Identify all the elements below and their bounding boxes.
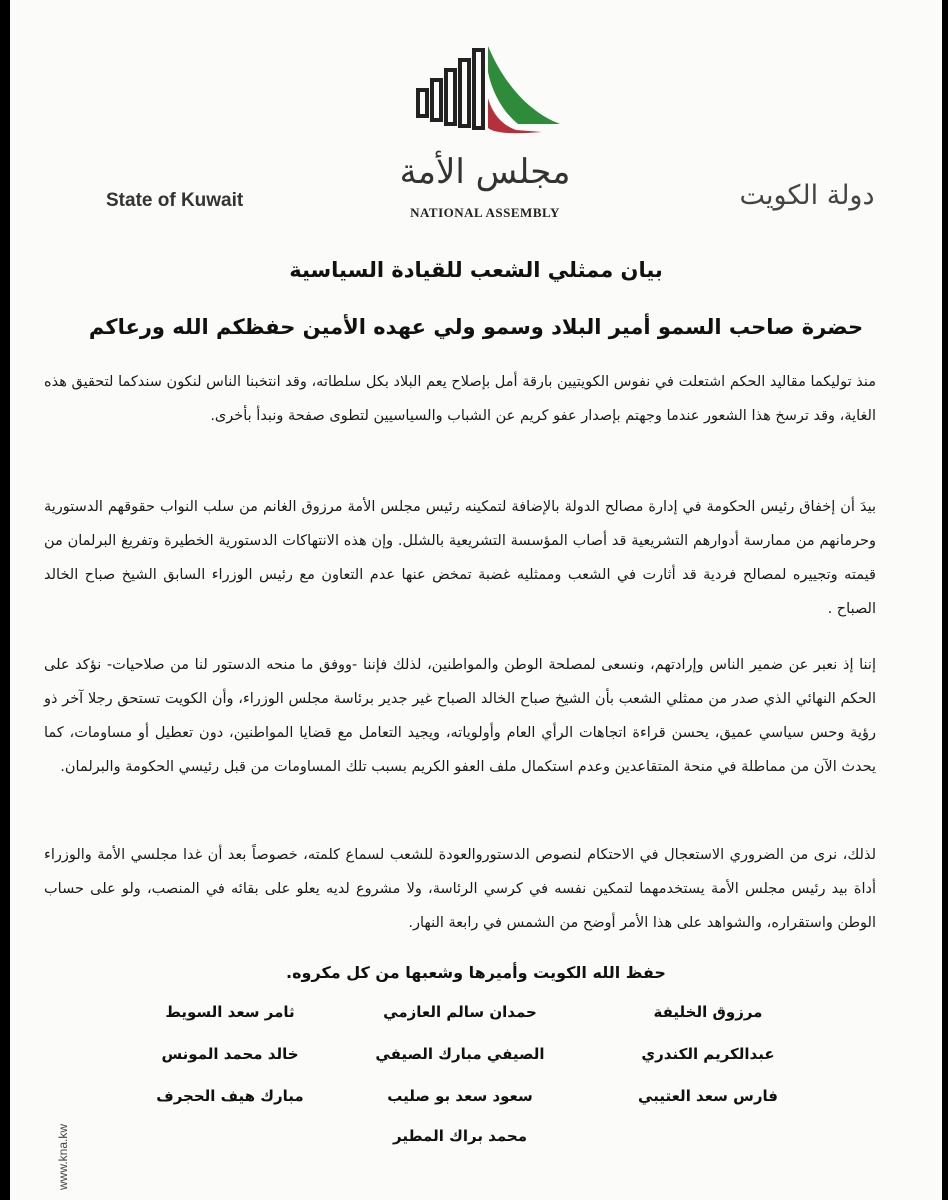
statement-title: بيان ممثلي الشعب للقيادة السياسية: [289, 258, 663, 282]
logo-pillar: [460, 60, 469, 126]
kna-watermark: www.kna.kw: [56, 1123, 70, 1190]
signatory-name: محمد براك المطير: [392, 1127, 527, 1145]
state-of-kuwait-en: State of Kuwait: [106, 190, 244, 211]
national-assembly-logo: [408, 42, 568, 152]
signatory-name: حمدان سالم العازمي: [383, 1003, 537, 1021]
document-page: [10, 0, 942, 1200]
paragraph: لذلك، نرى من الضروري الاستعجال في الاحتكام لنصوص الدستوروالعودة للشعب لسماع كلمته، خصوصاً بعد أن غدا مجلسي الأمة والوزراء أداة بيد رئيس مجلس الأمة يستخدمهما لتمكين نفسه في كرسي الرئاسة، ولا مشروع لديه يعلو على بقائه في المنصب، ولو على حساب الوطن واستقراره، والشواهد على هذا الأمر أوضح من الشمس في رابعة النهار.: [44, 847, 876, 931]
logo-pillar: [432, 80, 441, 120]
salutation: حضرة صاحب السمو أمير البلاد وسمو ولي عهده الأمين حفظكم الله ورعاكم: [88, 315, 864, 339]
assembly-english-name: NATIONAL ASSEMBLY: [410, 205, 560, 220]
signatory-name: سعود سعد بو صليب: [387, 1087, 533, 1105]
paragraph: إننا إذ نعبر عن ضمير الناس وإرادتهم، ونسعى لمصلحة الوطن والمواطنين، لذلك فإننا -ووفق ما منحه الدستور لنا من صلاحيات- نؤكد على الحكم النهائي الذي صدر من ممثلي الشعب بأن الشيخ صباح الخالد الصباح غير جدير برئاسة مجلس الوزراء، وأن الكويت تستحق رجلا آخر ذو رؤية وحس سياسي عميق، يحسن قراءة اتجاهات الرأي العام وأولوياته، ويجيد التعامل مع قضايا المواطنين، دون تعطيل أو مساومات، كما يحدث الآن من مماطلة في منحة المتقاعدين وعدم استكمال ملف العفو الكريم بسبب تلك المساومات من قبل رئيسي الحكومة والبرلمان.: [44, 657, 876, 775]
signatory-name: مبارك هيف الحجرف: [156, 1087, 304, 1105]
closing-prayer: حفظ الله الكويت وأميرها وشعبها من كل مكروه.: [286, 963, 666, 982]
signatory-name: الصيفي مبارك الصيفي: [375, 1045, 545, 1063]
paragraph: منذ توليكما مقاليد الحكم اشتعلت في نفوس الكويتيين بارقة أمل بإصلاح يعم البلاد بكل سلطاته، وقد انتخبنا الناس لنكون سندكما لتحقيق هذه الغاية، وقد ترسخ هذا الشعور عندما وجهتم بإصدار عفو كريم عن الشباب والسياسيين لتطوى صفحة ونبدأ بأخرى.: [44, 374, 876, 424]
logo-pillar: [418, 90, 427, 116]
logo-pillar: [446, 70, 455, 124]
signatory-name: مرزوق الخليفة: [653, 1003, 763, 1021]
signatory-name: فارس سعد العتيبي: [638, 1087, 778, 1105]
assembly-arabic-name: مجلس الأمة: [399, 152, 571, 192]
signatory-name: عبدالكريم الكندري: [641, 1045, 775, 1063]
signatory-name: خالد محمد المونس: [161, 1045, 299, 1063]
logo-pillar: [474, 50, 483, 128]
paragraph: بيدَ أن إخفاق رئيس الحكومة في إدارة مصالح الدولة بالإضافة لتمكينه رئيس مجلس الأمة مرزوق الغانم من سلب النواب حقوقهم الدستورية وحرمانهم من ممارسة أدوارهم التشريعية قد أصاب المؤسسة التشريعية بالشلل. وإن هذه الانتهاكات الدستورية الخطيرة وتفريغ البرلمان من قيمته وتجييره لمصالح فردية قد أثارت في الشعب وممثليه غضبة تمخض عنها عدم التعاون مع رئيس الوزراء السابق الشيخ صباح الخالد الصباح .: [44, 499, 876, 617]
signatory-name: ثامر سعد السويط: [165, 1003, 295, 1021]
state-of-kuwait-ar: دولة الكويت: [739, 180, 875, 211]
